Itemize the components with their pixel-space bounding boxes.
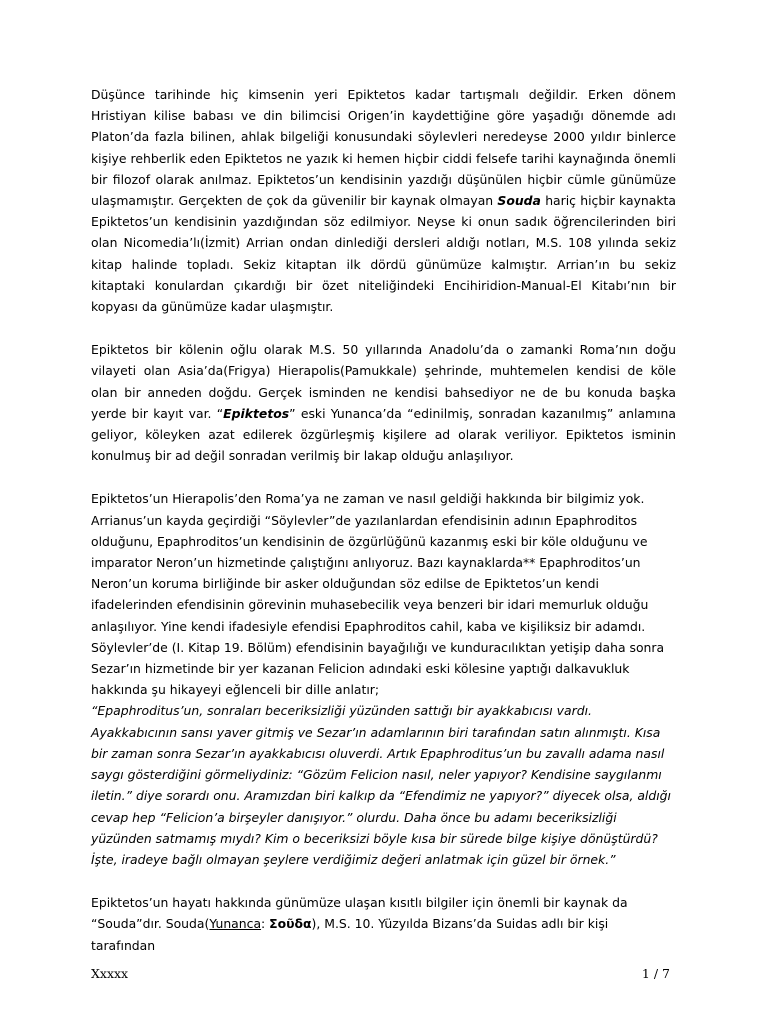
- text-line: Düşünce tarihinde hiç kimsenin yeri Epiktetos kadar tartışmalı değildir. Erken dönem: [91, 87, 676, 102]
- text-line: kişiye rehberlik eden Epiktetos ne yazık ki hemen hiçbir ciddi felsefe tarihi kaynağında önemli: [91, 150, 676, 166]
- paragraph-4: [91, 892, 676, 956]
- text-line: olan bir anneden doğdu. Gerçek isminden ne kendisi bahsediyor ne de bu konuda başka: [91, 384, 676, 400]
- text-line: Sezar’ın hizmetinde bir yer kazanan Felicion adındaki eski kölesine yaptığı dalkavukluk: [91, 661, 630, 677]
- quote-line: İşte, iradeye bağlı olmayan şeylere verdiğimiz değeri anlatmak için güzel bir örnek.”: [91, 851, 616, 867]
- quote-line: “Epaphroditus’un, sonraları beceriksizliği yüzünden sattığı bir ayakkabıcısı vardı.: [91, 703, 592, 719]
- text-span: yerde bir kayıt var. “: [91, 405, 224, 421]
- quote-line: saygı gösterdiğini görmeliydiniz: “Gözüm Felicion nasıl, neler yapıyor? Kendisine saygılanmı: [91, 767, 662, 783]
- text-line: kitaptaki konulardan çıkardığı bir özet niteliğindeki Encihiridion-Manual-El Kitabı’nın bir: [91, 277, 676, 293]
- paragraph-3: [91, 488, 676, 700]
- body-text: [91, 84, 676, 956]
- text-line: imparator Neron’un hizmetinde çalıştığını anlıyoruz. Bazı kaynaklarda** Epaphroditos’un: [91, 555, 641, 571]
- text-line: Epiktetos’un Hierapolis’den Roma’ya ne zaman ve nasıl geldiği hakkında bir bilgimiz yok.: [91, 491, 645, 507]
- greek-term: Σοῦδα: [269, 916, 312, 932]
- text-line: vilayeti olan Asia’da(Frigya) Hierapolis(Pamukkale) şehrinde, muhtemelen kendisi de köle: [91, 363, 676, 379]
- text-line: Epiktetos’un kendisinin yazdığından söz edilmiyor. Neyse ki onun sadık öğrencilerinden biri: [91, 214, 676, 230]
- paragraph-1: [91, 84, 676, 317]
- text-line: bir filozof olarak anılmaz. Epiktetos’un kendisinin yazdığı düşünülen hiçbir cümle günümüze: [91, 171, 676, 187]
- page-number: 1 / 7: [641, 966, 670, 981]
- text-line: Söylevler’de (I. Kitap 19. Bölüm) efendisinin bayağılığı ve kunduracılıktan yetişip daha sonra: [91, 639, 665, 655]
- quote-line: bir zaman sonra Sezar’ın ayakkabıcısı oluverdi. Artık Epaphroditus’un bu zavallı adama nasıl: [91, 745, 665, 761]
- text-line: konulmuş bir ad değil sonradan verilmiş bir lakap olduğu anlaşılıyor.: [91, 448, 514, 464]
- text-span: ), M.S. 10. Yüzyılda Bizans’da Suidas adlı bir kişi tarafından: [91, 916, 609, 953]
- text-span: “Souda”dır. Souda(: [91, 916, 210, 932]
- quote-line: iletin.” diye sorardı onu. Aramızdan biri kalkıp da “Efendimiz ne yapıyor?” diyecek olsa, aldığı: [91, 788, 671, 804]
- text-line: Arrianus’un kayda geçirdiği “Söylevler”de yazılanlardan efendisinin adının Epaphroditos: [91, 512, 638, 528]
- text-line: olan Nicomedia’lı(İzmit) Arrian ondan dinlediği dersleri aldığı notları, M.S. 108 yılında sekiz: [91, 235, 676, 251]
- link-yunanca[interactable]: Yunanca: [209, 916, 262, 932]
- text-line: anlaşılıyor. Yine kendi ifadesiyle efendisi Epaphroditos cahil, kaba ve kişiliksiz bir adamdı.: [91, 618, 646, 634]
- text-line: kopyası da günümüze kadar ulaşmıştır.: [91, 299, 334, 315]
- text-line: Epiktetos’un hayatı hakkında günümüze ulaşan kısıtlı bilgiler için önemli bir kaynak da: [91, 895, 628, 911]
- text-line: Hristiyan kilise babası ve din bilimcisi Origen’in kaydettiğine göre yaşadığı dönemde adı: [91, 108, 676, 124]
- text-span: ulaşmamıştır. Gerçekten de çok da güvenilir bir kaynak olmayan: [91, 193, 498, 209]
- text-line: [91, 403, 676, 424]
- text-span: hariç hiçbir kaynakta: [540, 193, 676, 209]
- text-line: Platon’da fazla bilinen, ahlak bilgeliği konusundaki söylevleri neredeyse 2000 yıldır binlerce: [91, 129, 676, 145]
- text-line: [91, 913, 676, 955]
- text-line: Epiktetos bir kölenin oğlu olarak M.S. 50 yıllarında Anadolu’da o zamanki Roma’nın doğu: [91, 342, 676, 358]
- text-line: Neron’un koruma birliğinde bir asker olduğundan söz edilse de Epiktetos’un kendi: [91, 576, 599, 592]
- quote-line: yüzünden satmamış mıydı? Kim o beceriksizi böyle kısa bir sürede bilge kişiye dönüştürdü?: [91, 830, 658, 846]
- emphasis-epiktetos: Epiktetos: [223, 405, 290, 421]
- text-line: geliyor, köleyken azat edilerek özgürleşmiş kişilere ad olarak veriliyor. Epiktetos isminin: [91, 427, 676, 443]
- text-line: hakkında şu hikayeyi eğlenceli bir dille anlatır;: [91, 682, 380, 698]
- text-span: :: [261, 916, 270, 932]
- text-line: kitap halinde topladı. Sekiz kitaptan ilk dördü günümüze kalmıştır. Arrian’ın bu sekiz: [91, 256, 676, 272]
- footer-author: Xxxxx: [91, 966, 129, 981]
- text-line: olduğunu, Epaphroditos’un kendisinin de özgürlüğünü kazanmış eski bir köle olduğunu ve: [91, 533, 648, 549]
- quote-line: Ayakkabıcının sansı yaver gitmiş ve Sezar’ın adamlarının biri tarafından satın alınmıştı. Kısa: [91, 724, 661, 740]
- text-line: [91, 190, 676, 211]
- emphasis-souda: Souda: [497, 193, 541, 209]
- text-line: ifadelerinden efendisinin görevinin muhasebecilik veya benzeri bir idari memurluk olduğu: [91, 597, 649, 613]
- quote-line: cevap hep “Felicion’a birşeyler danışıyor.” olurdu. Daha önce bu adamı beceriksizliği: [91, 809, 617, 825]
- quote-block: [91, 700, 676, 870]
- paragraph-2: [91, 339, 676, 466]
- text-span: ” eski Yunanca’da “edinilmiş, sonradan kazanılmış” anlamına: [289, 405, 676, 421]
